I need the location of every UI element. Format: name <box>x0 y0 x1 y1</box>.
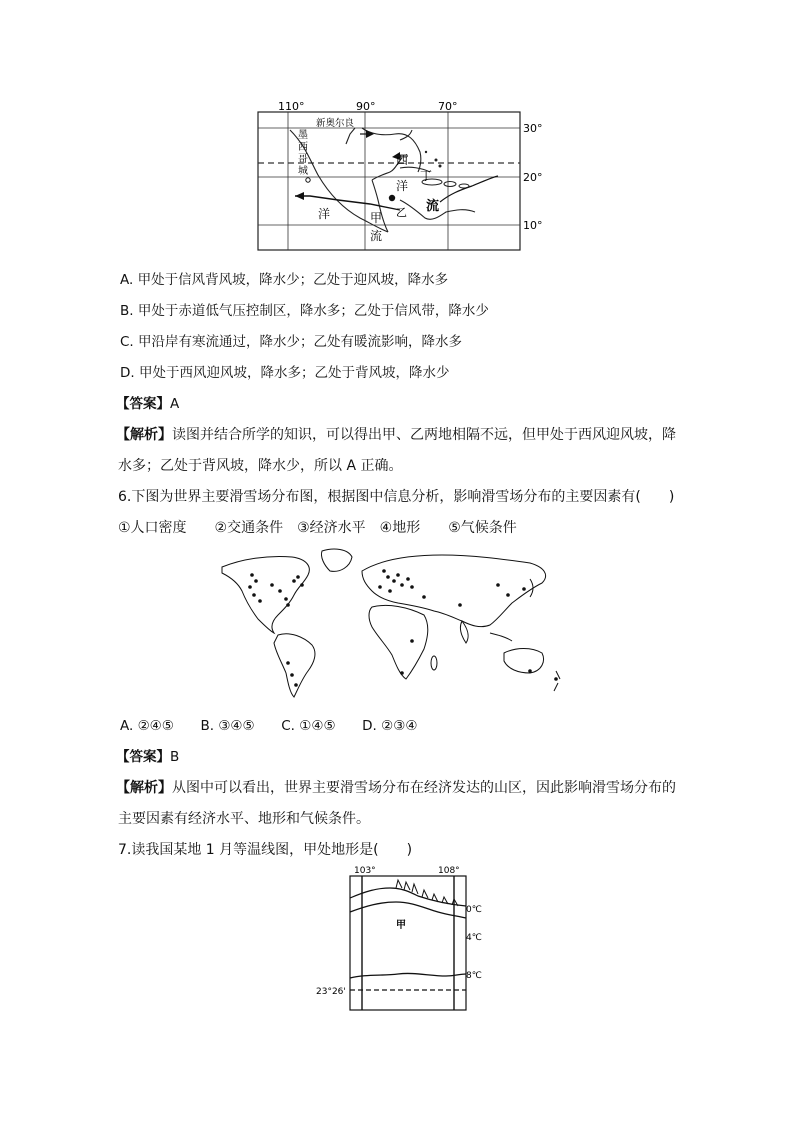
svg-text:10°: 10° <box>523 219 543 232</box>
north-america <box>222 556 309 633</box>
q6-answer <box>116 747 179 767</box>
svg-text:103°: 103° <box>354 866 376 876</box>
q6-options <box>120 716 417 736</box>
svg-text:甲: 甲 <box>370 211 383 225</box>
point-yi <box>389 195 395 201</box>
q6-factors: ①人口密度 ②交通条件 ③经济水平 ④地形 ⑤气候条件 <box>118 520 517 536</box>
q6-analysis-line1 <box>116 778 676 798</box>
answer-value: B <box>170 749 180 765</box>
isotherm-map <box>314 862 494 1012</box>
isotherm-4 <box>350 902 466 918</box>
analysis-text: 从图中可以看出，世界主要滑雪场分布在经济发达的山区，因此影响滑雪场分布的 <box>172 780 676 796</box>
svg-text:乙: 乙 <box>396 206 407 219</box>
south-america <box>274 634 315 697</box>
current-arrow-south <box>295 196 400 210</box>
point-mexico-city <box>306 178 310 182</box>
q6-option-c: C. ①④⑤ <box>281 718 336 734</box>
q6-option-b: B. ③④⑤ <box>200 718 255 734</box>
svg-text:23°26': 23°26' <box>316 987 346 997</box>
svg-text:0℃: 0℃ <box>466 905 482 915</box>
q6-option-d: D. ②③④ <box>362 718 418 734</box>
analysis-label: 【解析】 <box>116 427 172 443</box>
greenland <box>321 549 352 571</box>
svg-text:西: 西 <box>396 153 409 167</box>
isotherm-8 <box>350 973 466 978</box>
world-ski-map <box>212 545 582 705</box>
analysis-label: 【解析】 <box>116 780 172 796</box>
svg-text:新奥尔良: 新奥尔良 <box>316 118 355 129</box>
svg-text:城: 城 <box>298 166 308 177</box>
svg-text:墨: 墨 <box>298 130 308 141</box>
map-central-america <box>250 100 550 255</box>
q5-answer <box>116 394 179 414</box>
q5-analysis-line1 <box>116 425 676 445</box>
svg-text:20°: 20° <box>523 171 543 184</box>
analysis-text: 读图并结合所学的知识，可以得出甲、乙两地相隔不远，但甲处于西风迎风坡，降 <box>172 427 676 443</box>
australia <box>504 649 544 674</box>
svg-text:洋: 洋 <box>396 179 409 193</box>
q5-option-c: C. 甲沿岸有寒流通过，降水少；乙处有暖流影响，降水多 <box>120 334 463 350</box>
svg-text:108°: 108° <box>438 866 460 876</box>
answer-value: A <box>170 396 180 412</box>
q5-option-a: A. 甲处于信风背风坡，降水少；乙处于迎风坡，降水多 <box>120 272 449 288</box>
q7-question: 7.读我国某地 1 月等温线图，甲处地形是( ) <box>118 842 413 858</box>
svg-text:甲: 甲 <box>396 920 406 931</box>
current-arrow-caribbean <box>440 176 498 202</box>
svg-text:流: 流 <box>426 199 440 214</box>
q5-option-b: B. 甲处于赤道低气压控制区，降水多；乙处于信风带，降水少 <box>120 303 489 319</box>
svg-text:丁: 丁 <box>420 169 433 183</box>
svg-text:70°: 70° <box>438 100 458 113</box>
svg-text:西: 西 <box>298 142 308 153</box>
svg-text:30°: 30° <box>523 122 543 135</box>
svg-text:流: 流 <box>370 229 383 243</box>
svg-text:8℃: 8℃ <box>466 971 482 981</box>
africa <box>369 605 428 679</box>
q6-option-a: A. ②④⑤ <box>120 718 174 734</box>
q5-analysis-line2: 水多；乙处于背风坡，降水少，所以 A 正确。 <box>118 458 403 474</box>
svg-text:4℃: 4℃ <box>466 933 482 943</box>
q5-option-d: D. 甲处于西风迎风坡，降水多；乙处于背风坡，降水少 <box>120 365 450 381</box>
q6-question: 6.下图为世界主要滑雪场分布图，根据图中信息分析，影响滑雪场分布的主要因素有( ) <box>118 489 675 505</box>
answer-label: 【答案】 <box>116 396 170 412</box>
svg-text:洋: 洋 <box>318 207 331 221</box>
answer-label: 【答案】 <box>116 749 170 765</box>
svg-text:90°: 90° <box>356 100 376 113</box>
svg-text:哥: 哥 <box>298 154 308 165</box>
svg-text:110°: 110° <box>278 100 305 113</box>
q6-analysis-line2: 主要因素有经济水平、地形和气候条件。 <box>118 811 370 827</box>
